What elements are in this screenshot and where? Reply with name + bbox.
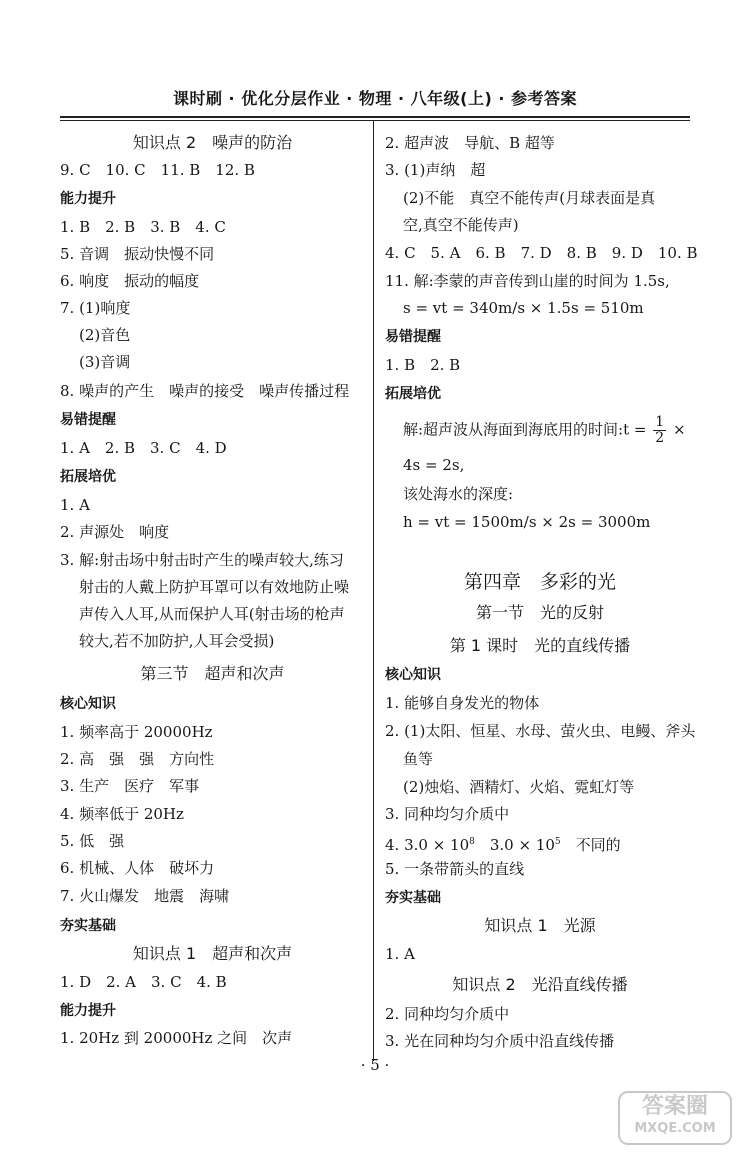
answer-line: 1. B 2. B	[385, 356, 461, 374]
answer-line: 较大,若不加防护,人耳会受损)	[79, 632, 275, 650]
answer-line: (2)不能 真空不能传声(月球表面是真	[403, 189, 656, 207]
answer-line: 5. 音调 振动快慢不同	[60, 245, 215, 263]
page-header: 课时刷 · 优化分层作业 · 物理 · 八年级(上) · 参考答案	[172, 89, 577, 108]
answer-line: 2. 高 强 强 方向性	[60, 750, 215, 768]
answer-line: 2. (1)太阳、恒星、水母、萤火虫、电鳗、斧头	[385, 722, 696, 740]
formula-line	[403, 415, 686, 446]
answer-line: 空,真空不能传声)	[403, 216, 519, 234]
chapter-heading: 第四章 多彩的光	[463, 571, 616, 593]
section-heading: 知识点 1 超声和次声	[132, 944, 293, 963]
answer-line: 1. 能够自身发光的物体	[385, 694, 540, 712]
watermark-text: 答案圈	[641, 1094, 708, 1119]
answer-line: 1. 20Hz 到 20000Hz 之间 次声	[60, 1029, 293, 1047]
answer-line: 2. 声源处 响度	[60, 523, 170, 541]
answer-line: 7. 火山爆发 地震 海啸	[60, 887, 230, 905]
answer-line: 声传入人耳,从而保护人耳(射击场的枪声	[79, 605, 345, 623]
formula-text: ×	[672, 420, 686, 439]
formula-line	[385, 832, 621, 855]
answer-line: 1. A	[385, 945, 415, 963]
answer-line: 3. 光在同种均匀介质中沿直线传播	[385, 1032, 615, 1050]
subsection-label: 夯实基础	[385, 890, 441, 906]
answer-line: 7. (1)响度	[60, 299, 131, 317]
page-number: · 5 ·	[360, 1056, 390, 1074]
answer-line: 1. A	[60, 496, 90, 514]
formula-line: h = vt = 1500m/s × 2s = 3000m	[403, 513, 651, 531]
fraction	[653, 415, 666, 446]
watermark-logo	[618, 1091, 732, 1145]
answer-line: 该处海水的深度:	[403, 485, 514, 503]
fraction-numerator: 1	[655, 414, 665, 430]
answer-line: 9. C 10. C 11. B 12. B	[60, 161, 255, 179]
answer-line: 8. 噪声的产生 噪声的接受 噪声传播过程	[60, 382, 350, 400]
subsection-label: 核心知识	[60, 696, 116, 712]
subsection-label: 夯实基础	[60, 918, 116, 934]
answer-line: (3)音调	[79, 353, 131, 371]
section-heading: 知识点 2 噪声的防治	[132, 133, 293, 152]
formula-text: 不同的	[560, 836, 621, 854]
subsection-label: 能力提升	[60, 191, 116, 207]
section-heading: 第三节 超声和次声	[140, 664, 285, 683]
answer-line: 4. C 5. A 6. B 7. D 8. B 9. D 10. B	[385, 244, 698, 262]
answer-line: (2)音色	[79, 326, 131, 344]
answer-line: 1. D 2. A 3. C 4. B	[60, 973, 227, 991]
fraction-denominator: 2	[655, 430, 665, 446]
subsection-label: 易错提醒	[385, 329, 441, 345]
answer-line: 4. 频率低于 20Hz	[60, 805, 184, 823]
answer-line: 2. 超声波 导航、B 超等	[385, 134, 555, 152]
subsection-label: 拓展培优	[385, 386, 441, 402]
answer-line: 11. 解:李蒙的声音传到山崖的时间为 1.5s,	[385, 272, 670, 290]
section-heading: 知识点 2 光沿直线传播	[452, 975, 628, 994]
subsection-label: 核心知识	[385, 667, 441, 683]
answer-line: 3. 同种均匀介质中	[385, 805, 510, 823]
answer-line: 5. 低 强	[60, 832, 125, 850]
answer-line: 1. 频率高于 20000Hz	[60, 723, 213, 741]
column-divider	[373, 121, 374, 1061]
answer-line: (2)烛焰、酒精灯、火焰、霓虹灯等	[403, 778, 635, 796]
section-heading: 知识点 1 光源	[484, 916, 596, 935]
exponent: 8	[469, 837, 475, 847]
subsection-label: 拓展培优	[60, 469, 116, 485]
watermark-url: MXQE.COM	[634, 1121, 716, 1136]
answer-line: 3. 生产 医疗 军事	[60, 777, 200, 795]
answer-line: 1. A 2. B 3. C 4. D	[60, 439, 227, 457]
header-rule-thin	[60, 120, 690, 121]
formula-text: 3.0 × 10	[474, 836, 555, 854]
subsection-label: 能力提升	[60, 1003, 116, 1019]
header-rule	[60, 116, 690, 118]
answer-line: 6. 机械、人体 破坏力	[60, 859, 215, 877]
answer-line: 6. 响度 振动的幅度	[60, 272, 200, 290]
formula-line: 4s = 2s,	[403, 456, 465, 474]
answer-line: 鱼等	[403, 750, 434, 768]
lesson-heading: 第 1 课时 光的直线传播	[449, 636, 631, 655]
answer-line: 射击的人戴上防护耳罩可以有效地防止噪	[79, 578, 350, 596]
answer-line: 3. 解:射击场中射击时产生的噪声较大,练习	[60, 551, 344, 569]
answer-line: 2. 同种均匀介质中	[385, 1005, 510, 1023]
formula-line: s = vt = 340m/s × 1.5s = 510m	[403, 299, 644, 317]
answer-line: 5. 一条带箭头的直线	[385, 860, 525, 878]
formula-text: 解:超声波从海面到海底用的时间:t =	[403, 420, 647, 439]
answer-line: 1. B 2. B 3. B 4. C	[60, 218, 226, 236]
subsection-label: 易错提醒	[60, 412, 116, 428]
formula-text: 4. 3.0 × 10	[385, 836, 470, 854]
answer-line: 3. (1)声纳 超	[385, 161, 486, 179]
exponent: 5	[554, 837, 561, 847]
section-heading: 第一节 光的反射	[475, 603, 604, 622]
